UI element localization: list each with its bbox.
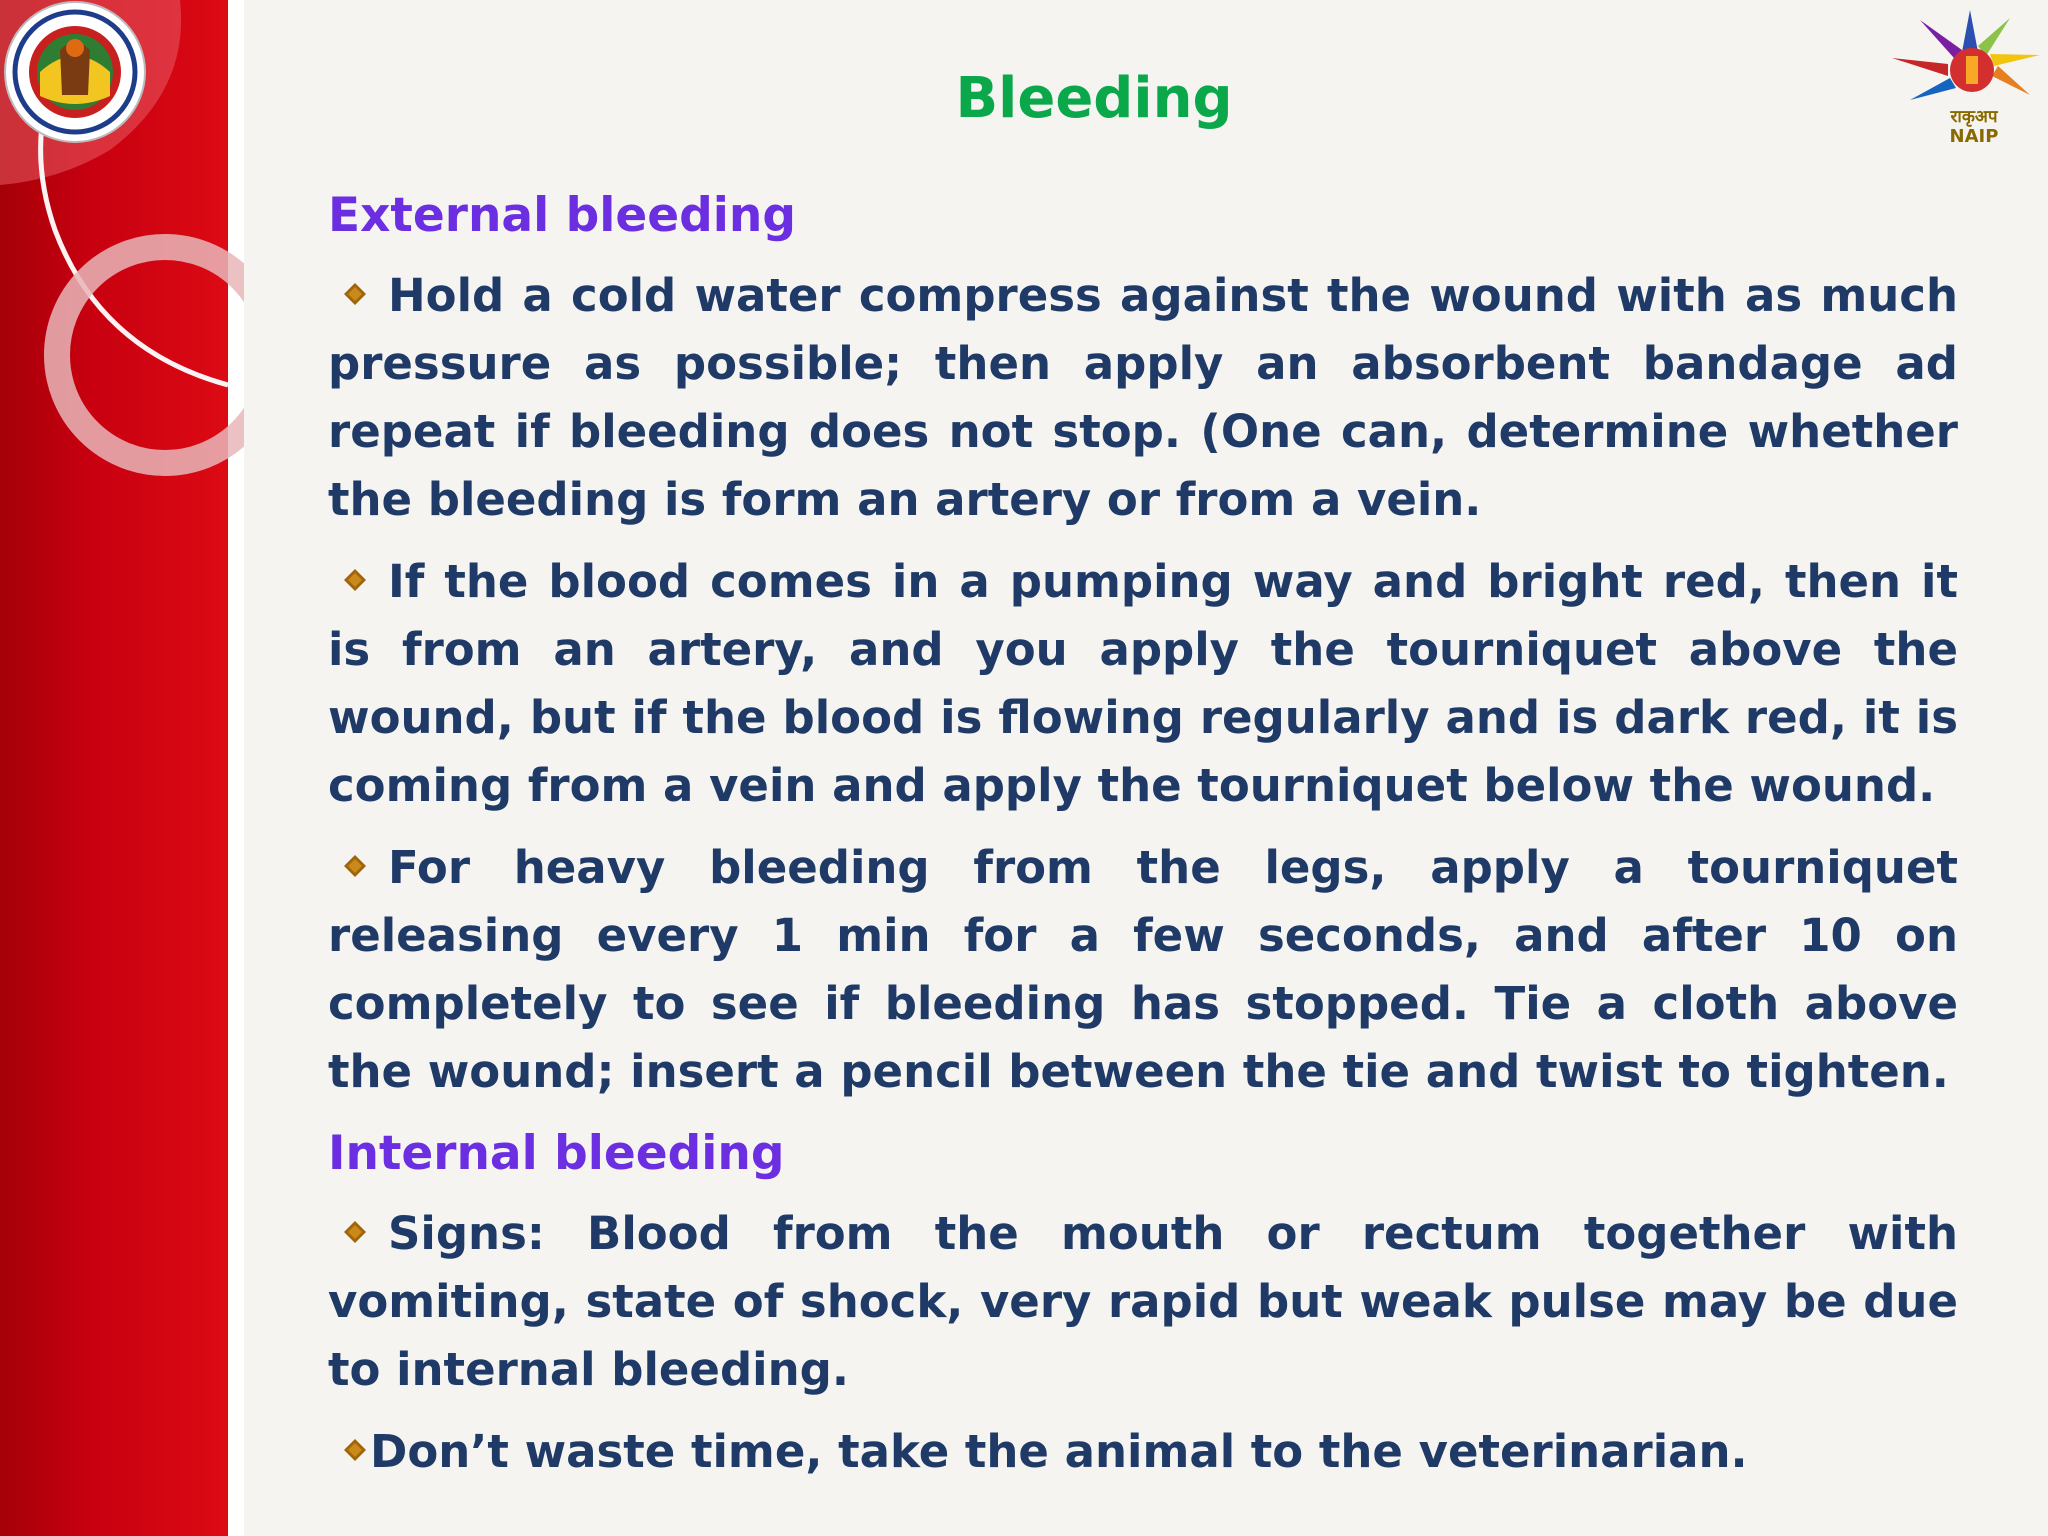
naip-script-text: राकृअप: [1950, 107, 1998, 127]
bullet-text: Don’t waste time, take the animal to the veterinarian.: [370, 1425, 1748, 1478]
diamond-bullet-icon: [344, 569, 366, 591]
bullet-item: [328, 548, 1958, 820]
diamond-bullet-icon: [344, 1221, 366, 1243]
bullet-item: [328, 834, 1958, 1106]
institute-emblem-icon: [0, 0, 160, 150]
bullet-text: If the blood comes in a pumping way and bright red, then it is from an artery, and you apply the tourniquet above the wound, but if the blood is flowing regularly and is dark red, it is coming from a vein and apply the tourniquet below the wound.: [328, 555, 1958, 812]
bullet-item: [328, 1200, 1958, 1404]
slide-content: [328, 182, 1958, 1500]
diamond-bullet-icon: [344, 283, 366, 305]
diamond-bullet-icon: [344, 1439, 366, 1461]
bullet-text: For heavy bleeding from the legs, apply a tourniquet releasing every 1 min for a few seconds, and after 10 on completely to see if bleeding has stopped. Tie a cloth above the wound; insert a pencil between the tie and twist to tighten.: [328, 841, 1958, 1098]
bullet-item: [328, 1418, 1958, 1486]
slide-title: Bleeding: [955, 66, 1233, 131]
section-heading-internal: Internal bleeding: [328, 1126, 785, 1181]
section-heading-external: External bleeding: [328, 188, 796, 243]
bullet-text: Hold a cold water compress against the wound with as much pressure as possible; then apply an absorbent bandage ad repeat if bleeding does not stop. (One can, determine whether the bleeding is form an artery or from a vein.: [328, 269, 1958, 526]
bullet-item: [328, 262, 1958, 534]
naip-text: NAIP: [1949, 126, 1999, 147]
diamond-bullet-icon: [344, 855, 366, 877]
bullet-text: Signs: Blood from the mouth or rectum together with vomiting, state of shock, very rapid but weak pulse may be due to internal bleeding.: [328, 1207, 1958, 1396]
